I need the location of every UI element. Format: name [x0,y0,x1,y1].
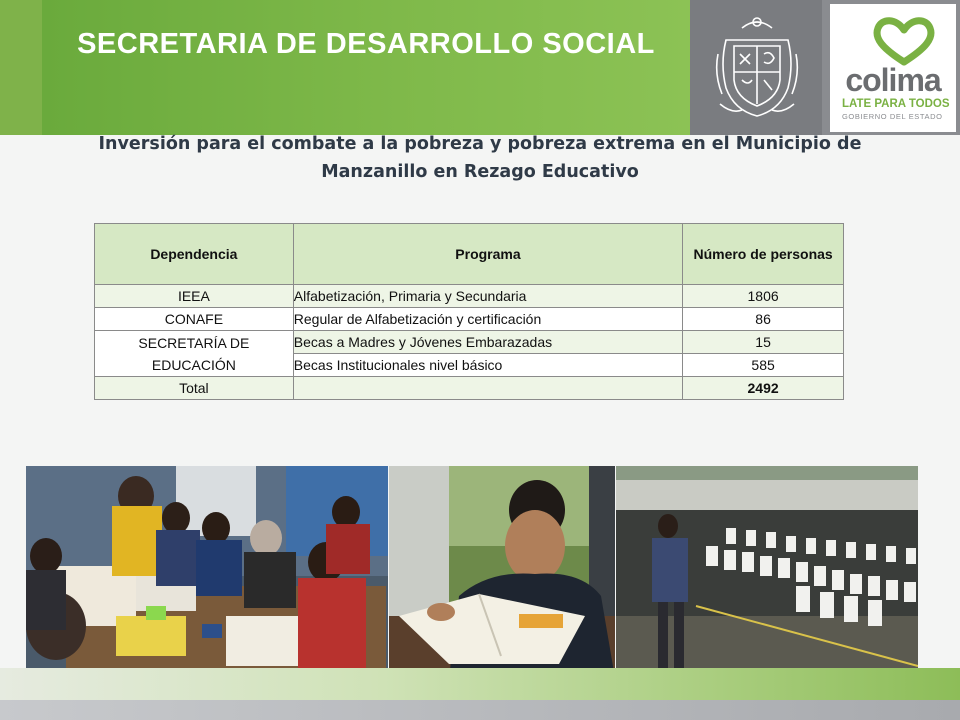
table-row [95,308,844,331]
cell-dependencia: CONAFE [95,308,294,331]
cell-total-value: 2492 [683,377,844,400]
cell-programa: Becas Institucionales nivel básico [293,354,682,377]
auditorium-photo [616,466,918,678]
col-header-numero: Número de personas [683,224,844,285]
page-title: SECRETARIA DE DESARROLLO SOCIAL [77,28,655,60]
logo-wordmark: colima [845,62,941,98]
classroom-photo [26,466,388,678]
slide-subtitle [60,130,900,186]
subtitle-line-1: Inversión para el combate a la pobreza y pobreza extrema en el Municipio de [98,134,862,154]
cell-programa: Becas a Madres y Jóvenes Embarazadas [293,331,682,354]
table-total-row [95,377,844,400]
footer-band-gray [0,700,960,720]
cell-dependencia: SECRETARÍA DE EDUCACIÓN [95,331,294,377]
colima-logo [830,4,956,132]
heart-logo-icon [872,16,936,66]
cell-dependencia: IEEA [95,285,294,308]
footer-band-green [0,668,960,700]
logo-subtext: GOBIERNO DEL ESTADO [842,112,943,121]
woman-reading-photo [389,466,615,678]
cell-programa: Regular de Alfabetización y certificación [293,308,682,331]
col-header-dependencia: Dependencia [95,224,294,285]
cell-numero: 15 [683,331,844,354]
table-row [95,285,844,308]
table-row [95,331,844,354]
cell-numero: 86 [683,308,844,331]
education-investment-table [94,223,844,400]
subtitle-line-2: Manzanillo en Rezago Educativo [321,162,639,182]
table-header-row [95,224,844,285]
cell-total-empty [293,377,682,400]
col-header-programa: Programa [293,224,682,285]
cell-numero: 1806 [683,285,844,308]
header-left-accent [0,0,42,135]
cell-total-label: Total [95,377,294,400]
coat-of-arms-icon [712,14,802,120]
cell-numero: 585 [683,354,844,377]
logo-tagline: LATE PARA TODOS [842,98,950,110]
header-banner [42,0,690,135]
cell-programa: Alfabetización, Primaria y Secundaria [293,285,682,308]
